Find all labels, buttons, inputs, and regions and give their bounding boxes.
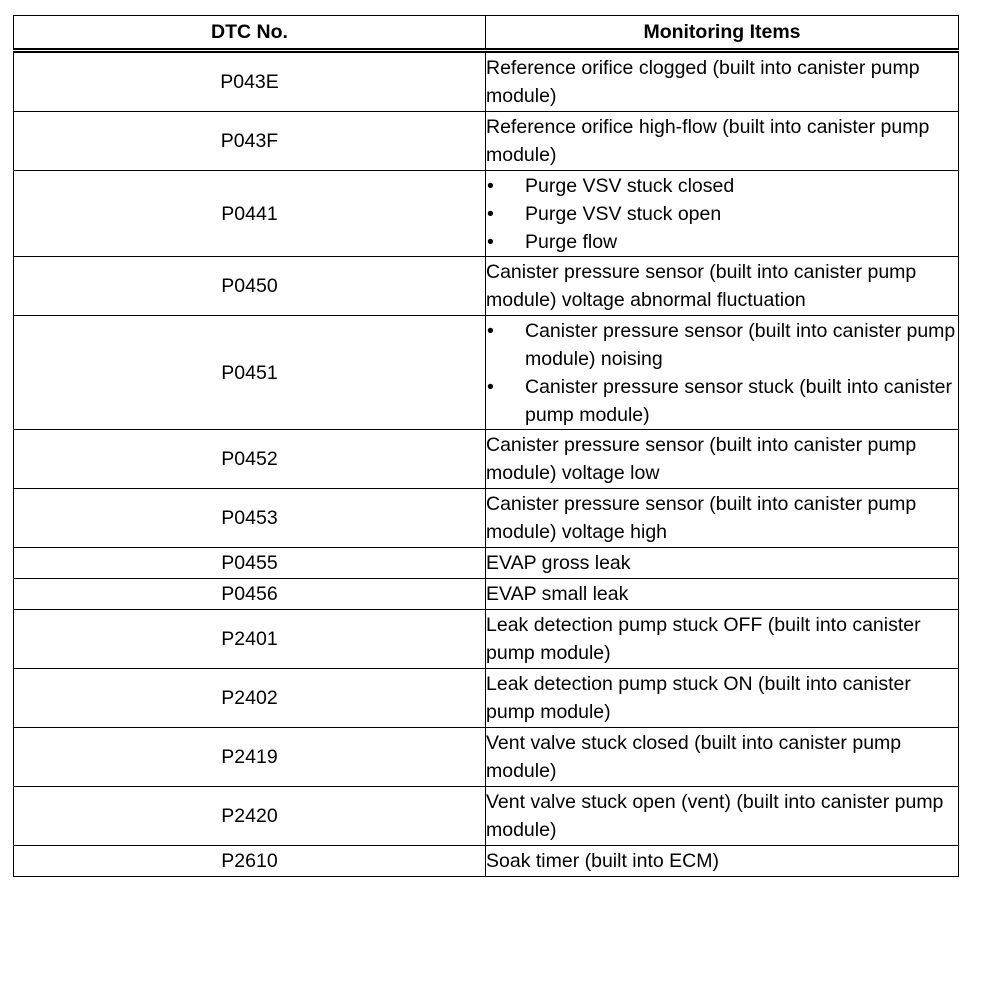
monitoring-item: Reference orifice clogged (built into canister pump module) (486, 51, 959, 112)
monitoring-item: EVAP gross leak (486, 548, 959, 579)
monitoring-item: Vent valve stuck open (vent) (built into canister pump module) (486, 787, 959, 846)
dtc-code: P0450 (14, 257, 486, 316)
dtc-code: P2420 (14, 787, 486, 846)
dtc-code: P0456 (14, 579, 486, 610)
bullet-item: • Purge VSV stuck open (486, 200, 958, 228)
dtc-code: P043F (14, 112, 486, 171)
dtc-code: P2419 (14, 728, 486, 787)
monitoring-item: Leak detection pump stuck ON (built into canister pump module) (486, 669, 959, 728)
table-row (14, 316, 959, 430)
monitoring-item: Leak detection pump stuck OFF (built into canister pump module) (486, 610, 959, 669)
bullet-list (486, 317, 958, 429)
dtc-code: P0451 (14, 316, 486, 430)
table-row (14, 548, 959, 579)
table-row (14, 51, 959, 112)
monitoring-item: Soak timer (built into ECM) (486, 846, 959, 877)
monitoring-item (486, 316, 959, 430)
dtc-code: P0452 (14, 430, 486, 489)
header-dtc-no: DTC No. (14, 16, 486, 51)
bullet-item: • Purge flow (486, 228, 958, 256)
table-row (14, 579, 959, 610)
bullet-item: • Canister pressure sensor stuck (built into canister pump module) (486, 373, 958, 429)
table-row (14, 257, 959, 316)
bullet-item: • Purge VSV stuck closed (486, 172, 958, 200)
dtc-code: P2402 (14, 669, 486, 728)
table-row (14, 669, 959, 728)
bullet-item: • Canister pressure sensor (built into canister pump module) noising (486, 317, 958, 373)
table-row (14, 112, 959, 171)
dtc-table (13, 15, 959, 877)
table-row (14, 787, 959, 846)
monitoring-item: Canister pressure sensor (built into canister pump module) voltage low (486, 430, 959, 489)
monitoring-item: Reference orifice high-flow (built into canister pump module) (486, 112, 959, 171)
dtc-code: P043E (14, 51, 486, 112)
header-monitoring-items: Monitoring Items (486, 16, 959, 51)
table-row (14, 610, 959, 669)
header-row (14, 16, 959, 51)
monitoring-item (486, 171, 959, 257)
monitoring-item: Canister pressure sensor (built into canister pump module) voltage abnormal fluctuation (486, 257, 959, 316)
table-row (14, 728, 959, 787)
monitoring-item: EVAP small leak (486, 579, 959, 610)
dtc-code: P0453 (14, 489, 486, 548)
table-row (14, 846, 959, 877)
table-row (14, 489, 959, 548)
dtc-code: P2401 (14, 610, 486, 669)
bullet-list (486, 172, 958, 256)
monitoring-item: Vent valve stuck closed (built into canister pump module) (486, 728, 959, 787)
dtc-code: P2610 (14, 846, 486, 877)
dtc-code: P0441 (14, 171, 486, 257)
table-row (14, 171, 959, 257)
table-row (14, 430, 959, 489)
monitoring-item: Canister pressure sensor (built into canister pump module) voltage high (486, 489, 959, 548)
dtc-code: P0455 (14, 548, 486, 579)
